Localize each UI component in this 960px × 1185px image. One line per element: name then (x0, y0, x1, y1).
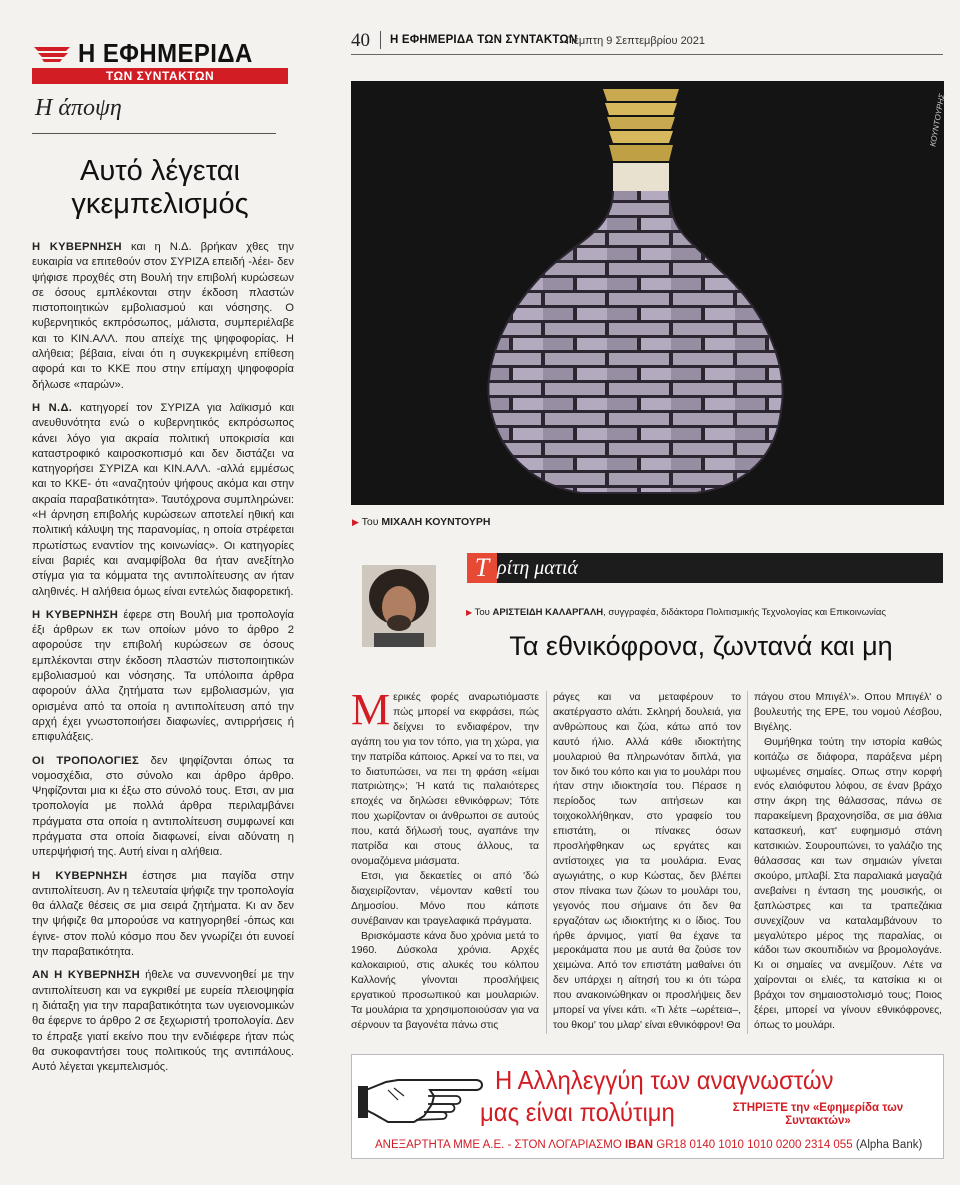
column-divider (747, 691, 748, 1034)
column-headline: Τα εθνικόφρονα, ζωντανά και μη (509, 631, 893, 661)
pointing-hand-icon (358, 1060, 488, 1135)
article-paragraph: ράγες και να μεταφέρουν το ακατέργαστο αλάτι. Σκληρή δουλειά, για ανθρώπους και ζώα, κάτω από τον καυτό ήλιο. Αλλά κάθε ιδιοκτήτης μουλαριού θα πληρωνόταν διπλά, για τον δικό του κόπο και για το μουλάρι που ήταν στην ιδιοκτησία του. Πέρασε η περίοδος των αιτήσεων και τοιχοκολλήθηκαν, στο γραφείο του επιστάτη, οι πίνακες όσων προσλήφθηκαν ως εργάτες και αντίστοιχες για τα μουλάρια. Ενας αγωγιάτης, ο κυρ Κώστας, δεν βλέπει στον πίνακα των ζώων το μουλάρι του, γεγονός που σήμαινε ότι δεν θα εργαζόταν ως ιδιοκτήτης κι ο ίδιος. Του ήρθε άρνιμος, γιατί θα έχανε τα μεροκάματα που με αυτά θα ζούσε τον χειμώνα. Από τον επιστάτη μαθαίνει ότι δεν υπάρχει η αίτησή του κι ότι τώρα που ανακοινώθηκαν οι προσλήψεις δεν μπορεί να γίνει κάτι. «Τι λέτε –ωρέτεια–, του θκομ' του μλαρ' είναι εθνικόφρον! Θα (553, 692, 741, 1031)
opinion-paragraph: Η ΚΥΒΕΡΝΗΣΗ και η Ν.Δ. βρήκαν χθες την ευκαιρία να επιτεθούν στον ΣΥΡΙΖΑ επειδή -λέει- δεν ψήφισε προχθές στη Βουλή την επιβολή κυρώσεων σε όσους εμπλέκονται στην έκδοση πλαστών πιστοποιητικών εμβολιασμού και νόσησης. Ο κυβερνητικός εκπρόσωπος, μάλιστα, συμπεριέλαβε και το ΚΙΝ.ΑΛΛ. που απείχε της ψηφοφορίας. Η αλήθεια; βέβαια, είναι ότι η συγκεκριμένη επίθεση αφορά και το ΚΚΕ που στην επίμαχη ψηφοφορία δήλωσε «παρών». (32, 241, 294, 391)
newspaper-logo (30, 38, 290, 66)
bank-name: (Alpha Bank) (855, 1139, 923, 1151)
cartoon-signature: ΚΟΥΝΤΟΥΡΗΣ (928, 93, 947, 148)
opinion-headline: Αυτό λέγεται γκεμπελισμός (71, 155, 249, 220)
cartoon-image (351, 81, 947, 505)
opinion-paragraph: ΟΙ ΤΡΟΠΟΛΟΓΙΕΣ δεν ψηφίζονται όπως τα νομοσχέδια, στο σύνολο και άρθρο άρθρο. Ψηφίζονται μια κι έξω στο σύνολό τους. Ετσι, αν μια τροπολογία με πολλά άρθρα περιλαμβάνει πράγματα στα οποία η αντιπολίτευση συμφωνεί και πράγματα στα οποία διαφωνεί, είναι αδύνατη η υπερψήφισή της. Αυτή είναι η αλήθεια. (32, 754, 294, 859)
opinion-paragraph: Η Ν.Δ. κατηγορεί τον ΣΥΡΙΖΑ για λαϊκισμό και ανευθυνότητα ενώ ο κυβερνητικός εκπρόσωπος κάνει λόγο για ακραία πολιτική υποκρισία και καταστροφικό καιροσκοπισμό και δεν διστάζει να κατηγορήσει ΣΥΡΙΖΑ και ΚΙΝ.ΑΛΛ. -αλλά εμμέσως και το ΚΚΕ- ότι «αναζητούν ψήφους ακόμα και στην ακραία παραβατικότητα». Ταυτόχρονα συμπληρώνει: «Η άρνηση επιβολής κυρώσεων αποτελεί ηθική και πολιτική κάλυψη της παρανομίας, η οποία στρέφεται πρωτίστως εναντίον της κοινωνίας». Οι κατηγορίες είναι βαριές και αναμφίβολα θα ήταν ανεξίτηλο στίγμα για τα κόμματα της αντιπολίτευσης αν ήταν αληθινές. Η αλήθεια όμως είναι εντελώς διαφορετική. (32, 401, 294, 598)
article-column-1 (351, 685, 539, 1034)
article-paragraph: Βρισκόμαστε κάνα δυο χρόνια μετά το 1960. Δύσκολα χρόνια. Αρχές καλοκαιριού, στις αλυκές του κόλπου Καλλονής γίνονται προσλήψεις εργατικού προσωπικού και μουλαριών. Τα μουλάρια τα χρησιμοποιούσαν για να σέρνουν τα βαγονέτα πάνω στις (351, 930, 539, 1031)
opinion-paragraph: Η ΚΥΒΕΡΝΗΣΗ έστησε μια παγίδα στην αντιπολίτευση. Αν η τελευταία ψήφιζε την τροπολογία θα άλλαζε θέσεις σε μια σειρά ζητήματα. Κι αν δεν την ψήφιζε θα μπορούσε να κατηγορηθεί -όπως και έγινε- στον πολύ κόσμο που δεν γνωρίζει ότι ευνοεί την παραβατικότητα. (32, 869, 294, 959)
column-banner-initial: Τ (467, 553, 497, 583)
logo-subtitle: ΤΩΝ ΣΥΝΤΑΚΤΩΝ (32, 68, 288, 84)
header-rule (351, 54, 943, 55)
arrow-icon: ▶ (352, 517, 359, 527)
ad-headline-line2: μας είναι πολύτιμη (480, 1097, 675, 1127)
section-label: Η άποψη (35, 95, 122, 121)
column-banner-title: ρίτη ματιά (497, 557, 578, 579)
cartoon-credit: ▶ Του ΜΙΧΑΛΗ ΚΟΥΝΤΟΥΡΗ (352, 516, 491, 528)
iban-number: GR18 0140 1010 1010 0200 2314 055 (653, 1139, 856, 1151)
drop-cap: Μ (351, 685, 391, 734)
column-byline: ▶ Του ΑΡΙΣΤΕΙΔΗ ΚΑΛΑΡΓΑΛΗ, συγγραφέα, διδάκτορα Πολιτισμικής Τεχνολογίας και Επικοινωνίας (466, 607, 886, 618)
arrow-icon: ▶ (466, 608, 473, 617)
logo-name: Η ΕΦΗΜΕΡΙΔΑ (78, 38, 253, 68)
ad-headline-line1: Η Αλληλεγγύη των αναγνωστών (495, 1065, 834, 1095)
author-photo (362, 565, 436, 647)
ad-account-line: ΑΝΕΞΑΡΤΗΤΑ ΜΜΕ Α.Ε. - ΣΤΟΝ ΛΟΓΑΡΙΑΣΜΟ IBAN GR18 0140 1010 1010 0200 2314 055 (Alpha Bank) (375, 1139, 923, 1151)
article-column-3 (754, 691, 942, 1034)
opinion-body (32, 240, 294, 1083)
article-paragraph: πάγου στου Μπιγέλ'». Οπου Μπιγέλ' ο βουλευτής της ΕΡΕ, του νομού Λέσβου, Βιγέλης. (754, 692, 942, 733)
article-paragraph: Μερικές φορές αναρωτιόμαστε πώς μπορεί να εκφράσει, πώς δείχνει το ενδιαφέρον, την αγάπη του για τον τόπο, για τη χώρα, για την πατρίδα κάποιος. Αρκεί να το πει, να το διατυπώσει, να πει τη φράση «είμαι πατριώτης»; Ή κατά τις παλαιότερες εποχές να δηλώσει εθνικόφρων; Τότε που χωρίζονταν οι άνθρωποι σε αυτούς που, κατά δήλωσή τους, αγαπάνε την πατρίδα και στους άλλους, τα ονομαζόμενα μιάσματα. (351, 685, 539, 867)
column-divider (546, 691, 547, 1034)
opinion-paragraph: Η ΚΥΒΕΡΝΗΣΗ έφερε στη Βουλή μια τροπολογία έξι άρθρων εκ των οποίων μόνο το άρθρο 2 αφορούσε την επιβολή κυρώσεων σε όσους εμπλέκονται στην έκδοση πλαστών πιστοποιητικών εμβολιασμού και νόσησης. Τα υπόλοιπα άρθρα αφορούν άλλα ζητήματα των εμβολιασμών, για ορισμένα από τα οποία η αντιπολίτευση από την αρχή έχει γνωστοποιήσει διαφωνίες, αντιρρήσεις ή επιφυλάξεις. (32, 608, 295, 744)
page-number: 40 (351, 30, 370, 51)
iban-label: IBAN (624, 1139, 654, 1151)
brick-lightbulb-illustration (351, 81, 944, 505)
ad-support-cta[interactable]: ΣΤΗΡΙΞΤΕ την «Εφημερίδα των Συντακτών» (732, 1102, 904, 1127)
brand-flag-icon (32, 44, 72, 62)
article-column-2 (553, 691, 741, 1034)
author-portrait (362, 565, 436, 647)
header-brand: Η ΕΦΗΜΕΡΙΔΑ ΤΩΝ ΣΥΝΤΑΚΤΩΝ (390, 34, 578, 46)
article-paragraph: Ετσι, για δεκαετίες οι από 'δώ διαχειρίζονταν, νέμονταν καθετί του Δημοσίου. Μόνο που κάποτε συνέβαιναν και τραγελαφικά πράγματα. (351, 870, 539, 927)
section-divider (32, 133, 276, 134)
article-paragraph: Θυμήθηκα τούτη την ιστορία καθώς κοιτάζω σε διάφορα, παράξενα μέρη υψωμένες σημαίες. Οπως στην κορφή ενός ελαιόφυτου λόφου, σε έναν βράχο στην άκρη της θάλασσας, πάνω σε παρακείμενη βραχονησίδα, σε μια άθλια κατασκευή, κατ' ευφημισμό στάνη κατσικιών. Σουρουπώνει, το γαλάζιο της θάλασσας και των σημαιών γίνεται σκούρο, μπλαβί. Στα παραλιακά μαγαζιά ανεβαίνει η ένταση της μουσικής, οι ξαπλώστρες και τα τραπεζάκια συνεχίζουν να καταλαμβάνουν το μεγαλύτερο μέρος της παραλίας, οι κάδοι των σκουπιδιών να βρομολογάνε. Κι οι σημαίες να ανεμίζουν. Λέτε να χαίρονται οι ελιές, τα κατσίκια κι οι βράχοι τον σημαιοστολισμό τους; Ποιος ξέρει, μπορεί να γίνουν εθνικόφρονες, όπως το μουλάρι. (754, 736, 942, 1031)
header-date: Πέμπτη 9 Σεπτεμβρίου 2021 (566, 35, 706, 47)
opinion-paragraph: ΑΝ Η ΚΥΒΕΡΝΗΣΗ ήθελε να συνεννοηθεί με την αντιπολίτευση και να εγκριθεί με ευρεία πλειοψηφία η διάταξη για την παραβατικότητα των υγειονομικών θα έφερνε το άρθρο 2 σε ξεχωριστή τροπολογία. Δεν το έπραξε γιατί εκείνο που την ενδιέφερε ήταν πώς θα συκοφαντήσει τους πολιτικούς της αντιπάλους. Αυτό λέγεται γκεμπελισμός. (32, 969, 294, 1074)
header-separator (380, 31, 381, 49)
